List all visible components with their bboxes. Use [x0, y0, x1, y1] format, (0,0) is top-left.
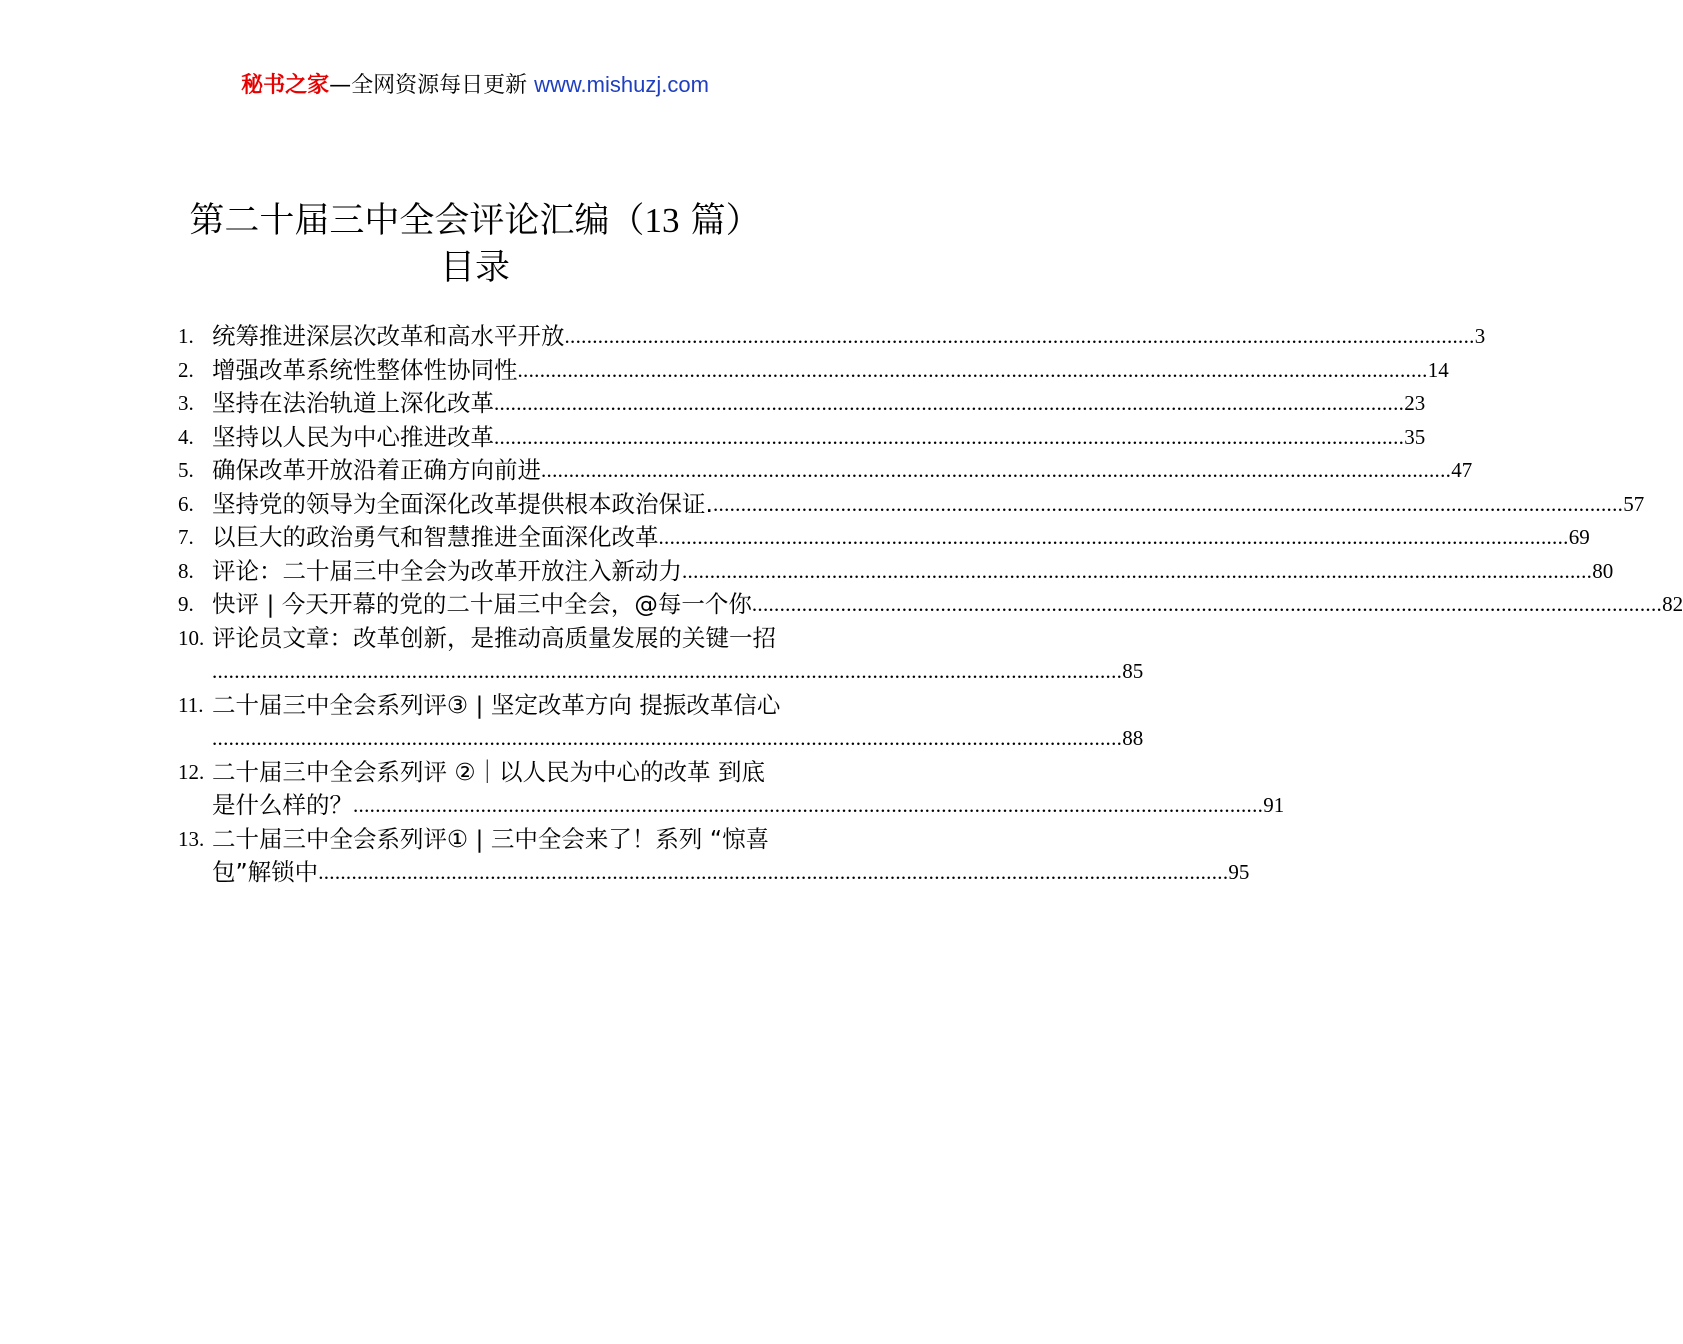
- header-tagline: —全网资源每日更新: [329, 73, 535, 98]
- toc-entry-title: 评论：二十届三中全会为改革开放注入新动力: [212, 556, 682, 585]
- toc-entry-title: 二十届三中全会系列评 ②｜以人民为中心的改革 到底: [212, 757, 766, 786]
- toc-entry[interactable]: [178, 320, 1486, 354]
- table-of-contents: [178, 320, 1683, 890]
- toc-entry-number: 8.: [178, 558, 194, 583]
- toc-entry-title: 二十届三中全会系列评③ | 坚定改革方向 提振改革信心: [212, 690, 781, 719]
- toc-page-number: 69: [1568, 525, 1590, 549]
- toc-page-number: 23: [1404, 391, 1426, 415]
- toc-entry[interactable]: [178, 354, 1449, 388]
- toc-page-number: 82: [1662, 592, 1683, 616]
- toc-leader-dots: ....................................................................................................................................................................: [682, 558, 1593, 583]
- toc-entry-body: [212, 823, 1250, 890]
- toc-entry-title-continued: 包”解锁中: [212, 858, 319, 886]
- toc-leader-dots: ....................................................................................................................................................................: [658, 525, 1569, 549]
- toc-entry-body: [212, 421, 1426, 455]
- toc-entry[interactable]: [178, 521, 1590, 555]
- toc-entry[interactable]: [178, 387, 1426, 421]
- toc-entry-body: [212, 689, 1144, 756]
- toc-entry-body: [212, 454, 1473, 488]
- toc-entry-title: 统筹推进深层次改革和高水平开放: [212, 322, 565, 350]
- toc-entry[interactable]: [178, 689, 1144, 756]
- toc-entry-title: 快评 | 今天开幕的党的二十届三中全会，@每一个你: [212, 590, 752, 618]
- toc-entry-body: [212, 622, 1144, 689]
- toc-entry[interactable]: [178, 622, 1144, 689]
- toc-page-number: 47: [1451, 458, 1473, 482]
- toc-entry-title-continued: 是什么样的？: [212, 791, 353, 819]
- toc-entry-body: [212, 521, 1590, 555]
- toc-entry-number: 9.: [178, 592, 194, 616]
- toc-entry-title: 坚持在法治轨道上深化改革: [212, 389, 494, 417]
- toc-leader-dots: ....................................................................................................................................................................: [353, 793, 1264, 817]
- toc-entry[interactable]: [178, 823, 1250, 890]
- toc-entry-number: 3.: [178, 391, 194, 415]
- toc-page-number: 88: [1122, 726, 1144, 750]
- toc-entry-number: 2.: [178, 357, 194, 382]
- toc-leader-dots: ....................................................................................................................................................................: [318, 860, 1229, 884]
- toc-entry-number: 12.: [178, 759, 205, 784]
- toc-entry-title: 坚持党的领导为全面深化改革提供根本政治保证.: [212, 489, 713, 518]
- title-part-2: 篇）: [679, 201, 761, 241]
- toc-entry-number: 5.: [178, 458, 194, 482]
- toc-entry-number: 11.: [178, 692, 204, 717]
- toc-entry-number: 4.: [178, 424, 194, 449]
- toc-entry-title: 二十届三中全会系列评① | 三中全会来了！系列 “惊喜: [212, 824, 770, 853]
- toc-entry-body: [212, 387, 1426, 421]
- site-header: [0, 70, 950, 101]
- toc-entry-body: [212, 555, 1614, 589]
- toc-leader-dots: ....................................................................................................................................................................: [212, 726, 1123, 750]
- toc-page-number: 95: [1228, 860, 1250, 884]
- toc-page-number: 91: [1263, 793, 1285, 817]
- toc-entry-number: 10.: [178, 625, 205, 650]
- toc-page-number: 85: [1122, 659, 1144, 683]
- toc-entry-title: 以巨大的政治勇气和智慧推进全面深化改革: [212, 523, 659, 551]
- toc-page-number: 80: [1592, 558, 1614, 583]
- toc-entry-number: 7.: [178, 525, 194, 549]
- toc-leader-dots: ....................................................................................................................................................................: [541, 458, 1452, 482]
- toc-leader-dots: ....................................................................................................................................................................: [564, 324, 1475, 348]
- toc-entry-body: [212, 320, 1486, 354]
- toc-page-number: 3: [1474, 324, 1486, 348]
- toc-heading: 目录: [439, 248, 510, 288]
- toc-entry[interactable]: [178, 488, 1645, 522]
- toc-entry-body: [212, 756, 1285, 823]
- toc-entry-number: 6.: [178, 491, 194, 516]
- toc-leader-dots: ....................................................................................................................................................................: [517, 357, 1428, 382]
- toc-leader-dots: ....................................................................................................................................................................: [212, 659, 1123, 683]
- toc-entry[interactable]: [178, 756, 1285, 823]
- toc-leader-dots: ....................................................................................................................................................................: [751, 592, 1663, 616]
- toc-entry-number: 1.: [178, 324, 194, 348]
- toc-entry-title: 增强改革系统性整体性协同性: [212, 355, 518, 384]
- toc-page-number: 35: [1404, 424, 1426, 449]
- toc-entry[interactable]: [178, 555, 1614, 589]
- toc-leader-dots: ....................................................................................................................................................................: [494, 391, 1405, 415]
- toc-entry-body: [212, 588, 1683, 622]
- toc-page-number: 57: [1623, 491, 1645, 516]
- toc-leader-dots: ....................................................................................................................................................................: [712, 491, 1624, 516]
- toc-page-number: 14: [1427, 357, 1449, 382]
- document-title: [0, 199, 950, 243]
- toc-entry[interactable]: [178, 421, 1426, 455]
- toc-entry-body: [212, 488, 1645, 522]
- toc-entry-title: 坚持以人民为中心推进改革: [212, 422, 494, 451]
- toc-entry-number: 13.: [178, 826, 205, 851]
- toc-entry-title: 确保改革开放沿着正确方向前进: [212, 456, 541, 484]
- title-part-1: 第二十届三中全会评论汇编（: [189, 201, 645, 241]
- toc-entry[interactable]: [178, 454, 1473, 488]
- toc-entry[interactable]: [178, 588, 1683, 622]
- site-url[interactable]: www.mishuzj.com: [534, 72, 709, 97]
- toc-leader-dots: ....................................................................................................................................................................: [494, 424, 1405, 449]
- toc-entry-body: [212, 354, 1449, 388]
- toc-entry-title: 评论员文章：改革创新，是推动高质量发展的关键一招: [212, 623, 776, 652]
- title-count: 13: [644, 201, 680, 240]
- brand-name: 秘书之家: [241, 73, 330, 98]
